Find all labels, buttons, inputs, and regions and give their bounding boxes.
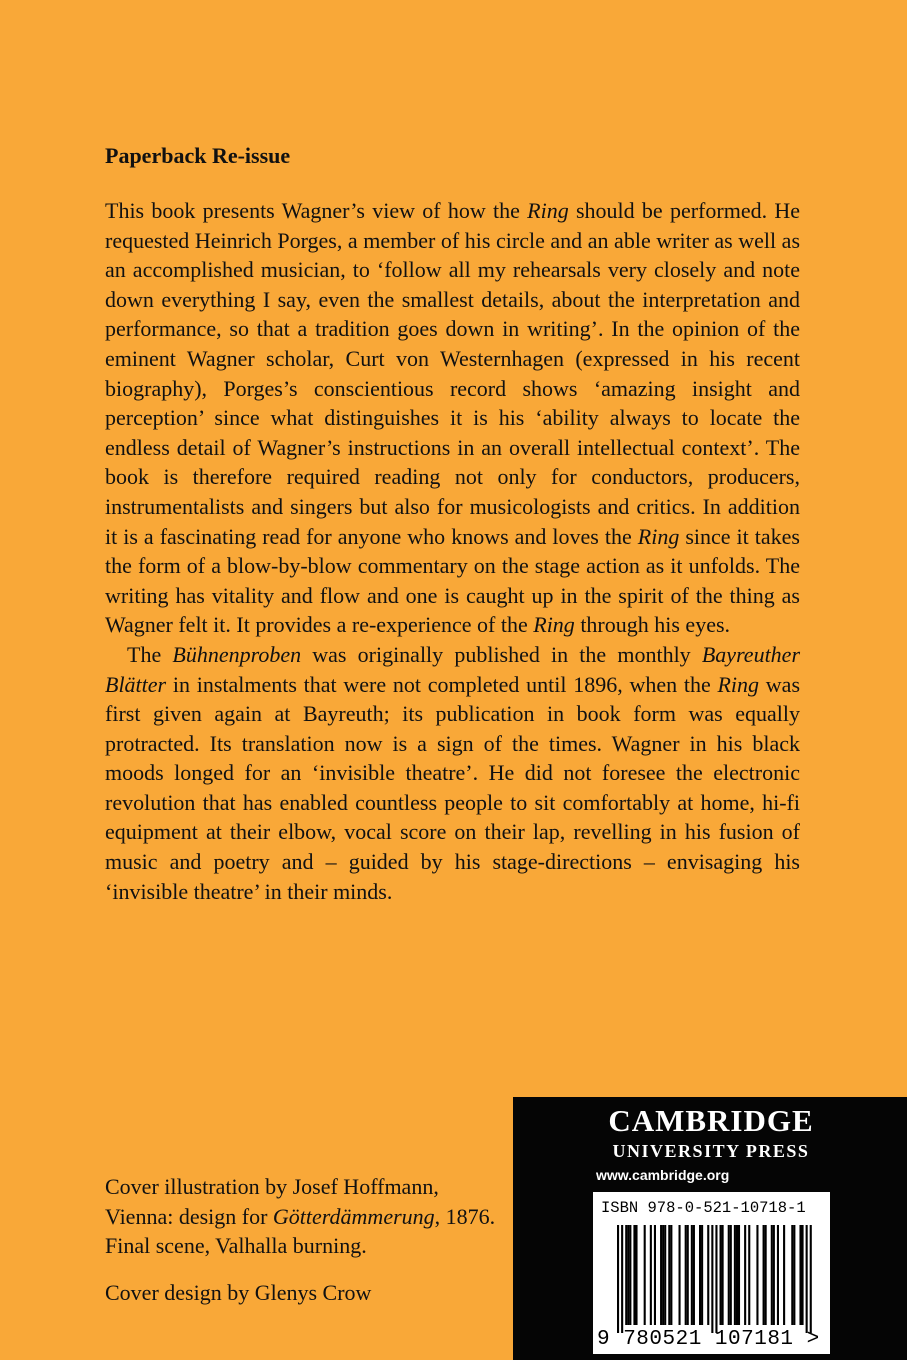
publisher-url: www.cambridge.org xyxy=(596,1167,730,1183)
book-description xyxy=(105,196,800,906)
barcode-bar xyxy=(744,1225,746,1325)
barcode-bar xyxy=(644,1225,646,1325)
publisher-name: CAMBRIDGE xyxy=(608,1103,814,1138)
barcode-bar xyxy=(720,1225,722,1325)
barcode-bar xyxy=(699,1225,701,1325)
barcode-bar xyxy=(660,1225,662,1325)
barcode-bar xyxy=(625,1225,627,1325)
cover-credits xyxy=(105,1172,505,1307)
barcode-bar xyxy=(783,1225,785,1325)
barcode-bar xyxy=(693,1225,695,1325)
publisher-block xyxy=(513,1097,907,1360)
cover-design-credit: Cover design by Glenys Crow xyxy=(105,1279,372,1305)
barcode-bar xyxy=(662,1225,664,1325)
barcode-bar xyxy=(763,1225,765,1325)
barcode-bar xyxy=(799,1225,801,1325)
barcode-bar xyxy=(650,1225,652,1325)
barcode-bar xyxy=(777,1225,779,1325)
barcode-bar xyxy=(670,1225,672,1325)
description-paragraph-1: This book presents Wagner’s view of how the Ring should be performed. He requested Heinrich Porges, a member of his circle and an able writer as well as an accomplished musician, to ‘follow all my rehearsals very closely and note down everything I say, even the smallest details, about the interpretation and performance, so that a tradition goes down in writing’. In the opinion of the eminent Wagner scholar, Curt von Westernhagen (expressed in his recent biography), Porges’s conscientious record shows ‘amazing insight and perception’ since what distinguishes it is his ‘ability always to locate the endless detail of Wagner’s instructions in an overall intellectual context’. The book is therefore required reading not only for conductors, producers, instrumentalists and singers but also for musicologists and critics. In addition it is a fascinating read for anyone who knows and loves the Ring since it takes the form of a blow-by-blow commentary on the stage action as it unfolds. The writing has vitality and flow and one is caught up in the spirit of the thing as Wagner felt it. It provides a re-experience of the Ring through his eyes. xyxy=(105,198,800,638)
barcode-bar xyxy=(810,1225,812,1333)
cover-illustration-credit: Cover illustration by Josef Hoffmann, Vienna: design for Götterdämmerung, 1876. Final scene, Valhalla burning. xyxy=(105,1174,496,1258)
barcode-bar xyxy=(664,1225,666,1325)
barcode-bar xyxy=(793,1225,795,1325)
barcode-bar xyxy=(668,1225,670,1325)
barcode-bar xyxy=(738,1225,740,1325)
barcode-bar xyxy=(715,1225,717,1333)
publisher-subtitle: UNIVERSITY PRESS xyxy=(612,1141,810,1161)
barcode-bar xyxy=(621,1225,623,1333)
barcode-bar xyxy=(728,1225,730,1325)
barcode-bar xyxy=(711,1225,713,1333)
barcode-bar xyxy=(617,1225,619,1333)
back-cover-heading: Paperback Re-issue xyxy=(105,143,291,168)
barcode-bar xyxy=(736,1225,738,1325)
description-paragraph-2: The Bühnenproben was originally published in the monthly Bayreuther Blätter in instalments that were not completed until 1896, when the Ring was first given again at Bayreuth; its publication in book form was equally protracted. Its translation now is a sign of the times. Wagner in his black moods longed for an ‘invisible theatre’. He did not foresee the electronic revolution that has enabled countless people to sit comfortably at home, hi-fi equipment at their elbow, vocal score on their lap, revelling in his fusion of music and poetry and – guided by his stage-directions – envisaging his ‘invisible theatre’ in their minds. xyxy=(105,641,801,904)
barcode-bar xyxy=(627,1225,629,1325)
barcode-bar xyxy=(773,1225,775,1325)
isbn-label: ISBN 978-0-521-10718-1 xyxy=(601,1199,806,1217)
barcode-bar xyxy=(654,1225,656,1325)
barcode-bar xyxy=(771,1225,773,1325)
barcode-bar xyxy=(629,1225,631,1325)
barcode-bar xyxy=(748,1225,750,1325)
barcode-panel xyxy=(593,1192,830,1354)
barcode-bar xyxy=(691,1225,693,1325)
barcode-bar xyxy=(730,1225,732,1325)
barcode-bar xyxy=(687,1225,689,1325)
barcode-bar xyxy=(722,1225,724,1325)
barcode-bar xyxy=(806,1225,808,1333)
barcode-bar xyxy=(734,1225,736,1325)
barcode-bar xyxy=(635,1225,637,1325)
barcode-bar xyxy=(765,1225,767,1325)
barcode-bar xyxy=(633,1225,635,1325)
barcode-bar xyxy=(707,1225,709,1325)
barcode-bar xyxy=(802,1225,804,1325)
barcode-bar xyxy=(756,1225,758,1325)
barcode-bar xyxy=(701,1225,703,1325)
barcode-bar xyxy=(791,1225,793,1325)
barcode-digits: 9 780521 107181 > xyxy=(597,1328,820,1351)
barcode-bar xyxy=(685,1225,687,1325)
barcode-bar xyxy=(679,1225,681,1325)
